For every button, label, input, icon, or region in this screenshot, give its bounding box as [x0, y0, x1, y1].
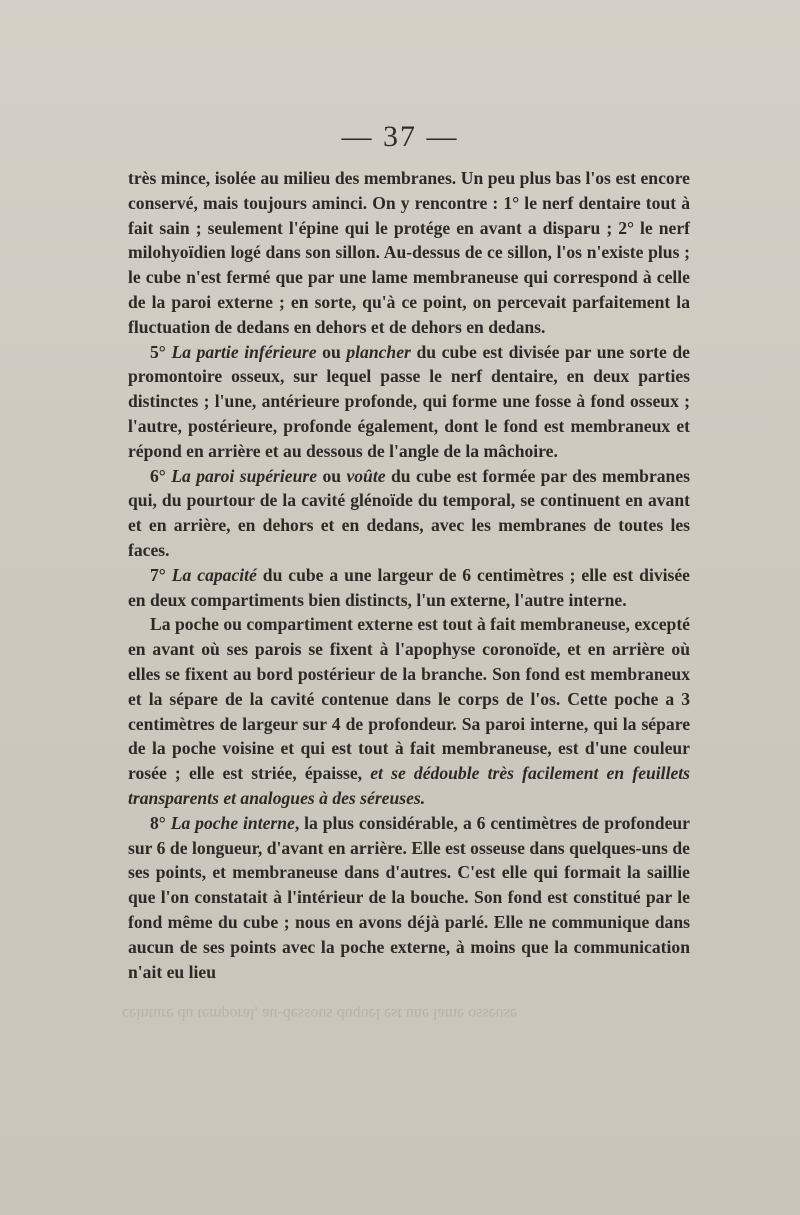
- text-run: ou: [316, 341, 347, 362]
- text-run: 6°: [150, 465, 172, 486]
- text-run: 7°: [150, 564, 172, 585]
- paragraph: [128, 612, 690, 810]
- text-run: du cube est formée par des membranes qui, du pourtour de la cavité glénoïde du temporal, se continuent en avant et en arrière, en dehors et en dedans, avec les membranes de toutes les faces.: [128, 465, 690, 560]
- text-run: La poche ou compartiment externe est tout à fait membraneuse, excepté en avant où ses parois se fixent à l'apophyse coronoïde, et en arrière où elles se fixent au bord postérieur de la branche. Son fond est membraneux et la sépare de la cavité contenue dans le corps de l'os. Cette poche a 3 centimètres de largeur sur 4 de profondeur. Sa paroi interne, qui la sépare de la poche voisine et qui est tout à fait membraneuse, est d'une couleur rosée ; elle est striée, épaisse,: [128, 614, 690, 784]
- paragraph: [128, 563, 690, 613]
- text-run: ou: [317, 465, 347, 486]
- paragraph: [128, 166, 690, 340]
- paragraph: [128, 340, 690, 464]
- paragraph: [128, 464, 690, 563]
- text-run: 5°: [150, 341, 172, 362]
- text-run: , la plus considérable, a 6 centimètres de profondeur sur 6 de longueur, d'avant en arrière. Elle est osseuse dans quelques-uns de ses points, et membraneuse dans d'autres. C'est elle qui formait la saillie que l'on constatait à l'intérieur de la bouche. Son fond est constitué par le fond même du cube ; nous en avons déjà parlé. Elle ne communique dans aucun de ses points avec la poche externe, à moins que la communication n'ait eu lieu: [128, 812, 690, 982]
- italic-text: La partie inférieure: [171, 341, 317, 362]
- italic-text: La poche interne: [170, 812, 295, 833]
- text-run: du cube a une largeur de 6 centimètres ; elle est divisée en deux compartiments bien distincts, l'un externe, l'autre interne.: [128, 564, 690, 610]
- text-run: 8°: [150, 812, 171, 833]
- italic-text: La paroi supérieure: [171, 465, 318, 486]
- show-through-text: ceinture du temporal, au-dessous duquel est une lame osseuse: [122, 1005, 517, 1022]
- italic-text: plancher: [346, 341, 411, 362]
- text-run: du cube est divisée par une sorte de promontoire osseux, sur lequel passe le nerf dentaire, en deux parties distinctes ; l'une, antérieure profonde, qui forme une fosse à fond osseux ; l'autre, postérieure, profonde également, dont le fond est membraneux et répond en arrière et au dessous de l'angle de la mâchoire.: [128, 341, 690, 461]
- italic-text: voûte: [346, 465, 386, 486]
- body-text: [128, 166, 690, 984]
- italic-text: et se dédouble très facilement en feuillets transparents et analogues à des séreuses.: [128, 763, 690, 808]
- italic-text: La capacité: [171, 564, 257, 585]
- paragraph: [128, 811, 690, 985]
- text-run: très mince, isolée au milieu des membranes. Un peu plus bas l'os est encore conservé, mais toujours aminci. On y rencontre : 1° le nerf dentaire tout à fait sain ; seulement l'épine qui le protége en avant a disparu ; 2° le nerf milohyoïdien logé dans son sillon. Au-dessus de ce sillon, l'os n'existe plus ; le cube n'est fermé que par une lame membraneuse qui correspond à celle de la paroi externe ; en sorte, qu'à ce point, on percevait parfaitement la fluctuation de dedans en dehors et de dehors en dedans.: [128, 168, 690, 337]
- page-number: — 37 —: [341, 120, 459, 153]
